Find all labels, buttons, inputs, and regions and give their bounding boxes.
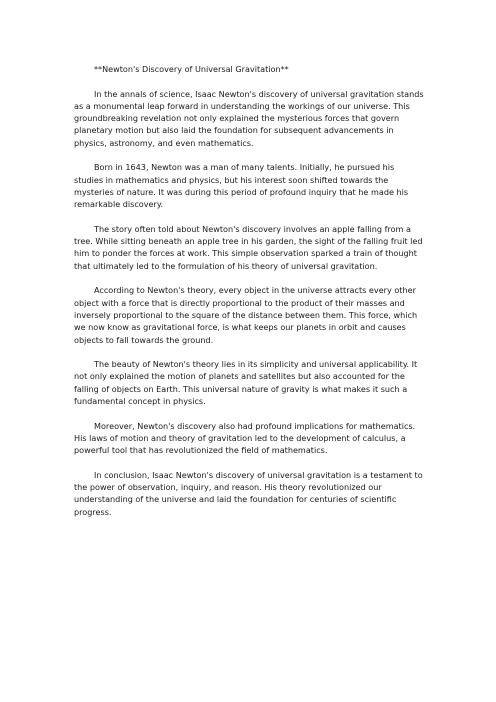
paragraph-mathematics: Moreover, Newton's discovery also had profound implications for mathematics. His laws of motion and theory of gravitation led to the development of calculus, a powerful tool that has revolutionized the field of mathematics. [74, 420, 416, 456]
paragraph-early-life: Born in 1643, Newton was a man of many talents. Initially, he pursued his studies in mathematics and physics, but his interest soon shifted towards the mysteries of nature. It was during this period of profound inquiry that he made his remarkable discovery. [74, 162, 409, 210]
document-title: **Newton's Discovery of Universal Gravitation** [94, 64, 289, 74]
paragraph-apple-story: The story often told about Newton's discovery involves an apple falling from a tree. While sitting beneath an apple tree in his garden, the sight of the falling fruit led him to ponder the forces at work. This simple observation sparked a train of thought that ultimately led to the formulation of his theory of universal gravitation. [74, 223, 423, 271]
paragraph-beauty: The beauty of Newton's theory lies in its simplicity and universal applicability. It not only explained the motion of planets and satellites but also accounted for the falling of objects on Earth. This universal nature of gravity is what makes it such a fundamental concept in physics. [74, 359, 418, 407]
document-body [74, 63, 424, 530]
paragraph-conclusion: In conclusion, Isaac Newton's discovery of universal gravitation is a testament to the power of observation, inquiry, and reason. His theory revolutionized our understanding of the universe and laid the foundation for centuries of scientific progress. [74, 469, 423, 517]
paragraph-theory: According to Newton's theory, every object in the universe attracts every other object with a force that is directly proportional to the product of their masses and inversely proportional to the square of the distance between them. This force, which we now know as gravitational force, is what keeps our planets in orbit and causes objects to fall towards the ground. [74, 285, 418, 345]
paragraph-intro: In the annals of science, Isaac Newton's discovery of universal gravitation stands as a monumental leap forward in understanding the workings of our universe. This groundbreaking revelation not only explained the mysterious forces that govern planetary motion but also laid the foundation for subsequent advancements in physics, astronomy, and even mathematics. [74, 88, 424, 148]
